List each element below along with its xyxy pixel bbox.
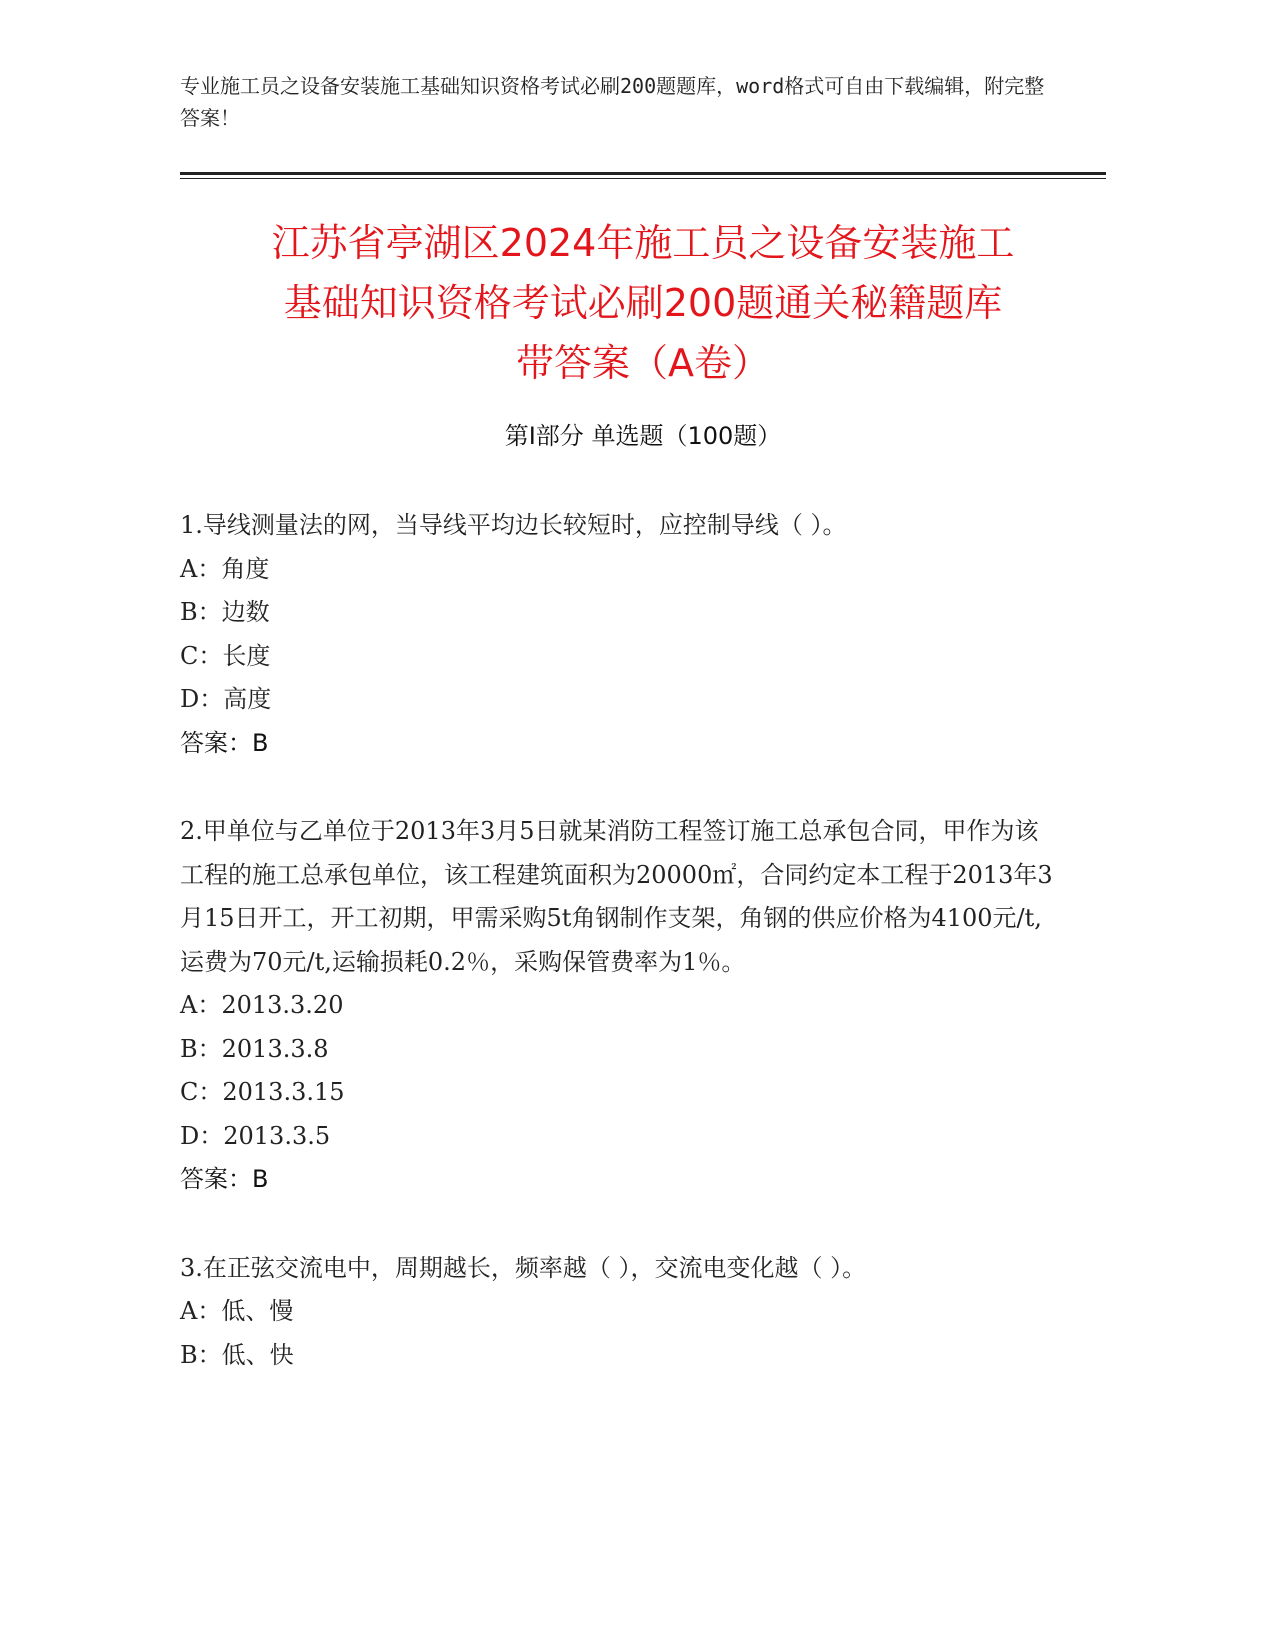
answer: 答案：B — [180, 1165, 269, 1193]
header-note: 专业施工员之设备安装施工基础知识资格考试必刷200题题库，word格式可自由下载编辑，附完整答案！ — [180, 74, 1045, 130]
question-list — [180, 504, 1060, 1422]
question-stem: 3.在正弦交流电中，周期越长，频率越（ ），交流电变化越（ ）。 — [180, 1253, 867, 1282]
document-title — [180, 213, 1106, 393]
option-b: B：低、快 — [180, 1340, 294, 1369]
title-line-2: 基础知识资格考试必刷200题通关秘籍题库 — [283, 281, 1003, 325]
option-d: D：2013.3.5 — [180, 1121, 331, 1150]
question-stem: 1.导线测量法的网，当导线平均边长较短时，应控制导线（ ）。 — [180, 511, 847, 539]
option-b: B：边数 — [180, 598, 270, 626]
answer: 答案：B — [180, 728, 269, 757]
option-a: A：低、慢 — [180, 1297, 294, 1325]
option-c: C：长度 — [180, 641, 271, 670]
question-2 — [180, 810, 1060, 1202]
title-line-3: 带答案（A卷） — [516, 341, 770, 385]
question-stem: 2.甲单位与乙单位于2013年3月5日就某消防工程签订施工总承包合同，甲作为该工程的施工总承包单位，该工程建筑面积为20000㎡，合同约定本工程于2013年3月15日开工，开工初期，甲需采购5t角钢制作支架，角钢的供应价格为4100元/t,运费为70元/t,运输损耗0.2％，采购保管费率为1％。 — [180, 817, 1053, 976]
question-3 — [180, 1247, 1060, 1378]
option-a: A：2013.3.20 — [180, 991, 344, 1019]
option-b: B：2013.3.8 — [180, 1034, 329, 1063]
question-1 — [180, 504, 1060, 765]
option-d: D：高度 — [180, 685, 272, 713]
title-line-1: 江苏省亭湖区2024年施工员之设备安装施工 — [271, 221, 1015, 265]
option-c: C：2013.3.15 — [180, 1078, 345, 1106]
header-rule-thin — [180, 178, 1106, 179]
section-title: 第Ⅰ部分 单选题（100题） — [504, 422, 782, 450]
option-a: A：角度 — [180, 554, 270, 583]
header-rule-thick — [180, 172, 1106, 175]
